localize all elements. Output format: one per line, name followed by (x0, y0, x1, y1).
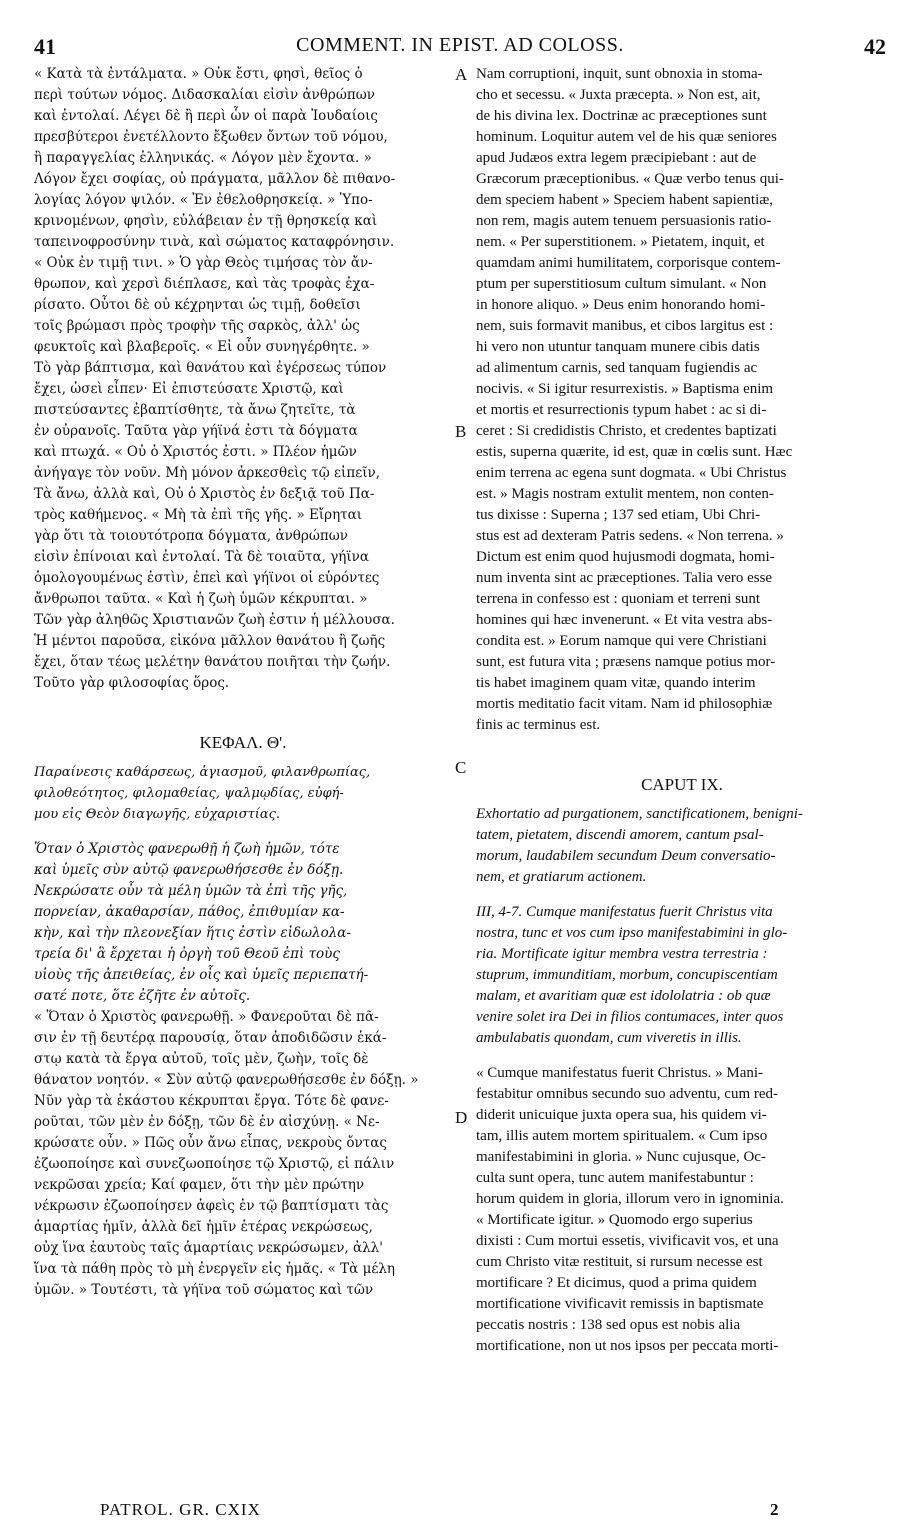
greek-commentary-bottom (34, 1007, 452, 1301)
latin-text-line: mortificatione vivificavit remissis in baptismate (476, 1296, 764, 1312)
greek-chapter-summary (34, 762, 452, 825)
latin-commentary-bottom (476, 1063, 888, 1357)
greek-scripture-line: Νεκρώσατε οὖν τὰ μέλη ὑμῶν τὰ ἐπὶ τῆς γῆς, (34, 883, 348, 899)
latin-scripture-line: stuprum, immunditiam, morbum, concupiscentiam (476, 967, 778, 983)
latin-text-line: dixisti : Cum mortui essetis, vivificavit vos, et una (476, 1233, 779, 1249)
latin-scripture-line: malam, et avaritiam quæ est idololatria : ob quæ (476, 988, 771, 1004)
greek-text-line: κρώσατε οὖν. » Πῶς οὖν ἄνω εἶπας, νεκροὺς ὄντας (34, 1135, 387, 1151)
latin-scripture-line: nostra, tunc et vos cum ipso manifestabimini in glo- (476, 925, 788, 941)
greek-text-line: ὁμολογουμένως ἐστὶν, ἐπεὶ καὶ γήϊνοι οἱ εὑρόντες (34, 570, 380, 586)
greek-scripture-line: κὴν, καὶ τὴν πλεονεξίαν ἥτις ἐστὶν εἰδωλολα- (34, 925, 351, 941)
greek-text-line: φευκτοῖς καὶ βλαβεροῖς. « Εἰ οὖν συνηγέρθητε. » (34, 339, 370, 355)
latin-text-line: num inventa sint ac præceptiones. Talia vero esse (476, 570, 773, 586)
latin-text-line: in honore aliquo. » Deus enim honorando homi- (476, 297, 766, 313)
latin-scripture-line: III, 4-7. Cumque manifestatus fuerit Christus vita (476, 904, 773, 920)
running-title: COMMENT. IN EPIST. AD COLOSS. (296, 34, 624, 56)
greek-text-line: « Ὅταν ὁ Χριστὸς φανερωθῇ. » Φανεροῦται δὲ πᾶ- (34, 1009, 379, 1025)
latin-text-line: horum quidem in gloria, illorum vero in ignominia. (476, 1191, 784, 1207)
greek-text-line: ροῦται, τῶν μὲν ἐν δόξῃ, τῶν δὲ ἐν αἰσχύνῃ. « Νε- (34, 1114, 380, 1130)
latin-summary-line: nem, et gratiarum actionem. (476, 869, 647, 885)
latin-text-line: mortis meditatio facit vitam. Nam id philosophiæ (476, 696, 773, 712)
greek-text-line: ὑμῶν. » Τουτέστι, τὰ γήϊνα τοῦ σώματος καὶ τῶν (34, 1282, 374, 1298)
latin-text-line: mortificatione, non ut nos ipsos per peccata morti- (476, 1338, 779, 1354)
latin-text-line: nem. « Per superstitionem. » Pietatem, inquit, et (476, 234, 765, 250)
latin-text-line: festabitur omnibus secundo suo adventu, cum red- (476, 1086, 779, 1102)
greek-scripture-line: τρεία δι' ἃ ἔρχεται ἡ ὀργὴ τοῦ Θεοῦ ἐπὶ τοὺς (34, 946, 340, 962)
latin-summary-line: morum, laudabilem secundum Deum conversatio- (476, 848, 776, 864)
latin-text-line: terrena in confesso est : quoniam et terreni sunt (476, 591, 761, 607)
greek-text-line: εἰσὶν ἐπίνοιαι καὶ ἐντολαί. Τὰ δὲ τοιαῦτα, γήϊνα (34, 549, 369, 565)
greek-text-line: νέκρωσιν ἐζωοποίησεν ἀφεὶς ἐν τῷ βαπτίσματι τὰς (34, 1198, 389, 1214)
greek-text-line: ἢ παραγγελίας ἑλληνικάς. « Λόγον μὲν ἔχοντα. » (34, 150, 372, 166)
greek-text-line: Λόγον ἔχει σοφίας, οὐ πράγματα, μᾶλλον δὲ πιθανο- (34, 171, 396, 187)
greek-summary-line: μου εἰς Θεὸν διαγωγῆς, εὐχαριστίας. (34, 807, 281, 822)
page-header (34, 30, 886, 60)
greek-text-line: Ἡ μέντοι παροῦσα, εἰκόνα μᾶλλον θανάτου ἢ ζωῆς (34, 633, 386, 649)
latin-text-line: « Cumque manifestatus fuerit Christus. » Mani- (476, 1065, 764, 1081)
greek-text-line: πρεσβύτεροι ἐνετέλλοντο ἔξωθεν ὄντων τοῦ νόμου, (34, 129, 388, 145)
latin-text-line: estis, superna quærite, id est, quæ in cœlis sunt. Hæc (476, 444, 793, 460)
greek-text-line: ἁμαρτίας ἡμῖν, ἀλλὰ δεῖ ἡμῖν ἑτέρας νεκρώσεως, (34, 1219, 373, 1235)
latin-text-line: tis habet imaginem quam vitæ, quando interim (476, 675, 756, 691)
latin-commentary-top (476, 64, 888, 736)
greek-text-line: γὰρ ὅτι τὰ τοιουτότροπα δόγματα, ἀνθρώπων (34, 528, 348, 544)
latin-text-line: finis ac terminus est. (476, 717, 601, 733)
greek-text-line: νεκρῶσαι χρεία; Καί φαμεν, ὅτι τὴν μὲν πρώτην (34, 1177, 365, 1193)
greek-text-line: Τὰ ἄνω, ἀλλὰ καὶ, Οὐ ὁ Χριστὸς ἐν δεξιᾷ τοῦ Πα- (34, 486, 375, 502)
latin-summary-line: Exhortatio ad purgationem, sanctificationem, benigni- (476, 806, 803, 822)
greek-text-line: ἵνα τὰ πάθη πρὸς τὸ μὴ ἐνεργεῖν εἰς ἡμᾶς. « Τὰ μέλη (34, 1261, 395, 1277)
greek-text-line: περὶ τούτων νόμος. Διδασκαλίαι εἰσὶν ἀνθρώπων (34, 87, 375, 103)
greek-text-line: Τῶν γὰρ ἀληθῶς Χριστιανῶν ζωὴ ἐστιν ἡ μέλλουσα. (34, 612, 395, 628)
latin-chapter-heading: CAPUT IX. (641, 775, 723, 794)
latin-text-line: ceret : Si credidistis Christo, et credentes baptizati (476, 423, 777, 439)
greek-summary-line: φιλοθεότητος, φιλομαθείας, ψαλμῳδίας, εὐφή- (34, 786, 344, 801)
latin-text-line: homines qui hæc invenerunt. « Et vita vestra abs- (476, 612, 773, 628)
latin-text-line: tam, illis autem mortem spiritualem. « Cum ipso (476, 1128, 768, 1144)
greek-scripture-line: Ὅταν ὁ Χριστὸς φανερωθῇ ἡ ζωὴ ἡμῶν, τότε (34, 841, 340, 857)
latin-summary-line: tatem, pietatem, discendi amorem, cantum psal- (476, 827, 764, 843)
latin-text-line: ad alimentum carnis, sed tanquam fugiendis ac (476, 360, 758, 376)
footer-signature: 2 (770, 1500, 779, 1519)
greek-text-line: οὐχ ἵνα ἑαυτοὺς ταῖς ἁμαρτίαις νεκρώσωμεν, ἀλλ' (34, 1240, 383, 1256)
greek-text-line: ἀνήγαγε τὸν νοῦν. Μὴ μόνον ἀρκεσθεὶς τῷ εἰπεῖν, (34, 465, 380, 481)
latin-text-line: stus est ad dexteram Patris sedens. « Non terrena. » (476, 528, 784, 544)
latin-text-line: nocivis. « Si igitur resurrexistis. » Baptisma enim (476, 381, 774, 397)
latin-text-line: et mortis et resurrectionis typum habet : ac si di- (476, 402, 767, 418)
greek-column (34, 64, 452, 1301)
greek-text-line: ἐζωοποίησε καὶ συνεζωοποίησε τῷ Χριστῷ, εἰ πάλιν (34, 1156, 395, 1172)
latin-text-line: manifestabimini in gloria. » Nunc cujusque, Oc- (476, 1149, 766, 1165)
greek-text-line: τοῖς βρώμασι πρὸς τροφὴν τῆς σαρκὸς, ἀλλ' ὡς (34, 318, 360, 334)
page-number-left: 41 (34, 34, 56, 59)
greek-scripture-text (34, 839, 452, 1007)
greek-text-line: ρίσατο. Οὗτοι δὲ οὐ κέχρηνται ὡς τιμῇ, δοθεῖσι (34, 297, 361, 313)
latin-scripture-line: ria. Mortificate igitur membra vestra terrestria : (476, 946, 768, 962)
greek-summary-line: Παραίνεσις καθάρσεως, ἁγιασμοῦ, φιλανθρωπίας, (34, 765, 371, 780)
greek-text-line: καὶ ἐντολαί. Λέγει δὲ ἢ περὶ ὧν οἱ παρὰ Ἰουδαίοις (34, 108, 378, 124)
greek-text-line: κρινομένων, φησὶν, εὐλάβειαν ἐν τῇ θρησκείᾳ καὶ (34, 213, 378, 229)
greek-text-line: ἐν οὐρανοῖς. Ταῦτα γὰρ γήϊνά ἐστι τὰ δόγματα (34, 423, 358, 439)
margin-marker-a: A (455, 65, 468, 84)
greek-chapter-heading: ΚΕΦΑΛ. Θ'. (199, 733, 287, 752)
latin-text-line: enim terrena ac egena sunt dogmata. « Ubi Christus (476, 465, 787, 481)
greek-text-line: Τοῦτο γὰρ φιλοσοφίας ὅρος. (34, 675, 230, 691)
greek-text-line: θάνατον νοητόν. « Σὺν αὐτῷ φανερωθήσεσθε ἐν δόξῃ. » (34, 1072, 419, 1088)
latin-text-line: peccatis nostris : 138 sed opus est nobis alia (476, 1317, 741, 1333)
latin-text-line: diderit unicuique juxta opera sua, his quidem vi- (476, 1107, 767, 1123)
footer-series: PATROL. GR. CXIX (100, 1500, 261, 1519)
latin-scripture-line: venire solet ira Dei in filios contumaces, inter quos (476, 1009, 784, 1025)
latin-text-line: Nam corruptioni, inquit, sunt obnoxia in stoma- (476, 66, 763, 82)
greek-text-line: θρωπον, καὶ χερσὶ διέπλασε, καὶ τὰς τροφὰς ἐχα- (34, 276, 375, 292)
latin-text-line: de his divina lex. Doctrinæ ac præceptiones sunt (476, 108, 767, 124)
greek-text-line: Νῦν γὰρ τὰ ἑκάστου κέκρυπται ἔργα. Τότε δὲ φανε- (34, 1093, 389, 1109)
greek-text-line: στῳ κατὰ τὰ ἔργα αὐτοῦ, τοῖς μὲν, ζωὴν, τοῖς δὲ (34, 1051, 369, 1067)
greek-text-line: πιστεύσαντες ἐβαπτίσθητε, τὰ ἄνω ζητεῖτε, τὰ (34, 402, 356, 418)
greek-text-line: σιν ἐν τῇ δευτέρᾳ παρουσίᾳ, ὅταν ἀποδιδῶσιν ἑκά- (34, 1030, 387, 1046)
latin-text-line: condita est. » Eorum namque qui vere Christiani (476, 633, 767, 649)
margin-marker-d: D (455, 1108, 468, 1127)
greek-text-line: Τὸ γὰρ βάπτισμα, καὶ θανάτου καὶ ἐγέρσεως τύπον (34, 360, 387, 376)
latin-chapter-summary (476, 804, 888, 888)
latin-scripture-line: ambulabatis quondam, cum viveretis in illis. (476, 1030, 742, 1046)
latin-text-line: nem, suis formavit manibus, et cibos largitus est : (476, 318, 774, 334)
latin-text-line: cum Christo vitæ restituit, si rursum necesse est (476, 1254, 763, 1270)
margin-marker-c: C (455, 758, 467, 777)
latin-scripture-text (476, 902, 888, 1049)
latin-text-line: « Mortificate igitur. » Quomodo ergo superius (476, 1212, 753, 1228)
greek-scripture-line: καὶ ὑμεῖς σὺν αὐτῷ φανερωθήσεσθε ἐν δόξῃ. (34, 862, 344, 878)
greek-text-line: ἔχει, ὡσεὶ εἶπεν· Εἰ ἐπιστεύσατε Χριστῷ, καὶ (34, 381, 344, 397)
latin-text-line: hi vero non utuntur tanquam munere cibis datis (476, 339, 760, 355)
latin-text-line: quamdam animi humilitatem, corporisque contem- (476, 255, 781, 271)
greek-text-line: « Οὐκ ἐν τιμῇ τινι. » Ὁ γὰρ Θεὸς τιμήσας τὸν ἄν- (34, 255, 373, 271)
latin-text-line: est. » Magis nostram extulit mentem, non conten- (476, 486, 774, 502)
greek-text-line: ταπεινοφροσύνην τινὰ, καὶ σώματος καταφρόνησιν. (34, 234, 395, 250)
latin-text-line: dem speciem habent » Speciem habent sapientiæ, (476, 192, 773, 208)
greek-text-line: ἔχει, ὅταν τέως μελέτην θανάτου ποιῆται τὴν ζωήν. (34, 654, 391, 670)
greek-text-line: καὶ πτωχά. « Οὐ ὁ Χριστός ἐστι. » Πλέον ἡμῶν (34, 444, 357, 460)
latin-text-line: mortificare ? Et dicimus, quod a prima quidem (476, 1275, 757, 1291)
latin-text-line: hominum. Loquitur autem vel de his quæ seniores (476, 129, 777, 145)
greek-commentary-top (34, 64, 452, 694)
latin-text-line: tus dixisse : Superna ; 137 sed etiam, Ubi Chri- (476, 507, 761, 523)
latin-text-line: non rem, magis autem tenuem persuasionis ratio- (476, 213, 772, 229)
latin-text-line: sunt, est futura vita ; præsens namque potius mor- (476, 654, 776, 670)
latin-text-line: apud Judæos extra legem præcipiebant : aut de (476, 150, 757, 166)
greek-text-line: ἄνθρωποι ταῦτα. « Καὶ ἡ ζωὴ ὑμῶν κέκρυπται. » (34, 591, 368, 607)
latin-text-line: Dictum est enim quod hujusmodi dogmata, homi- (476, 549, 775, 565)
latin-text-line: culta sunt opera, tunc autem manifestabuntur : (476, 1170, 754, 1186)
latin-text-line: cho et secessu. « Juxta præcepta. » Non est, ait, (476, 87, 761, 103)
greek-text-line: « Κατὰ τὰ ἐντάλματα. » Οὐκ ἔστι, φησὶ, θεῖος ὁ (34, 66, 363, 82)
greek-scripture-line: σατέ ποτε, ὅτε ἐζῆτε ἐν αὐτοῖς. (34, 988, 251, 1004)
latin-column (476, 64, 888, 1357)
margin-marker-b: B (455, 422, 467, 441)
greek-scripture-line: υἱοὺς τῆς ἀπειθείας, ἐν οἷς καὶ ὑμεῖς περιεπατή- (34, 967, 369, 983)
page-number-right: 42 (864, 34, 886, 59)
latin-text-line: ptum per superstitiosum cultum simulant. « Non (476, 276, 767, 292)
latin-text-line: Græcorum præceptionibus. « Quæ verbo tenus qui- (476, 171, 784, 187)
greek-scripture-line: πορνείαν, ἀκαθαρσίαν, πάθος, ἐπιθυμίαν κα- (34, 904, 345, 920)
greek-text-line: τρὸς καθήμενος. « Μὴ τὰ ἐπὶ τῆς γῆς. » Εἴρηται (34, 507, 363, 523)
greek-text-line: λογίας λόγον ψιλόν. « Ἐν ἐθελοθρησκείᾳ. » Ὑπο- (34, 192, 373, 208)
